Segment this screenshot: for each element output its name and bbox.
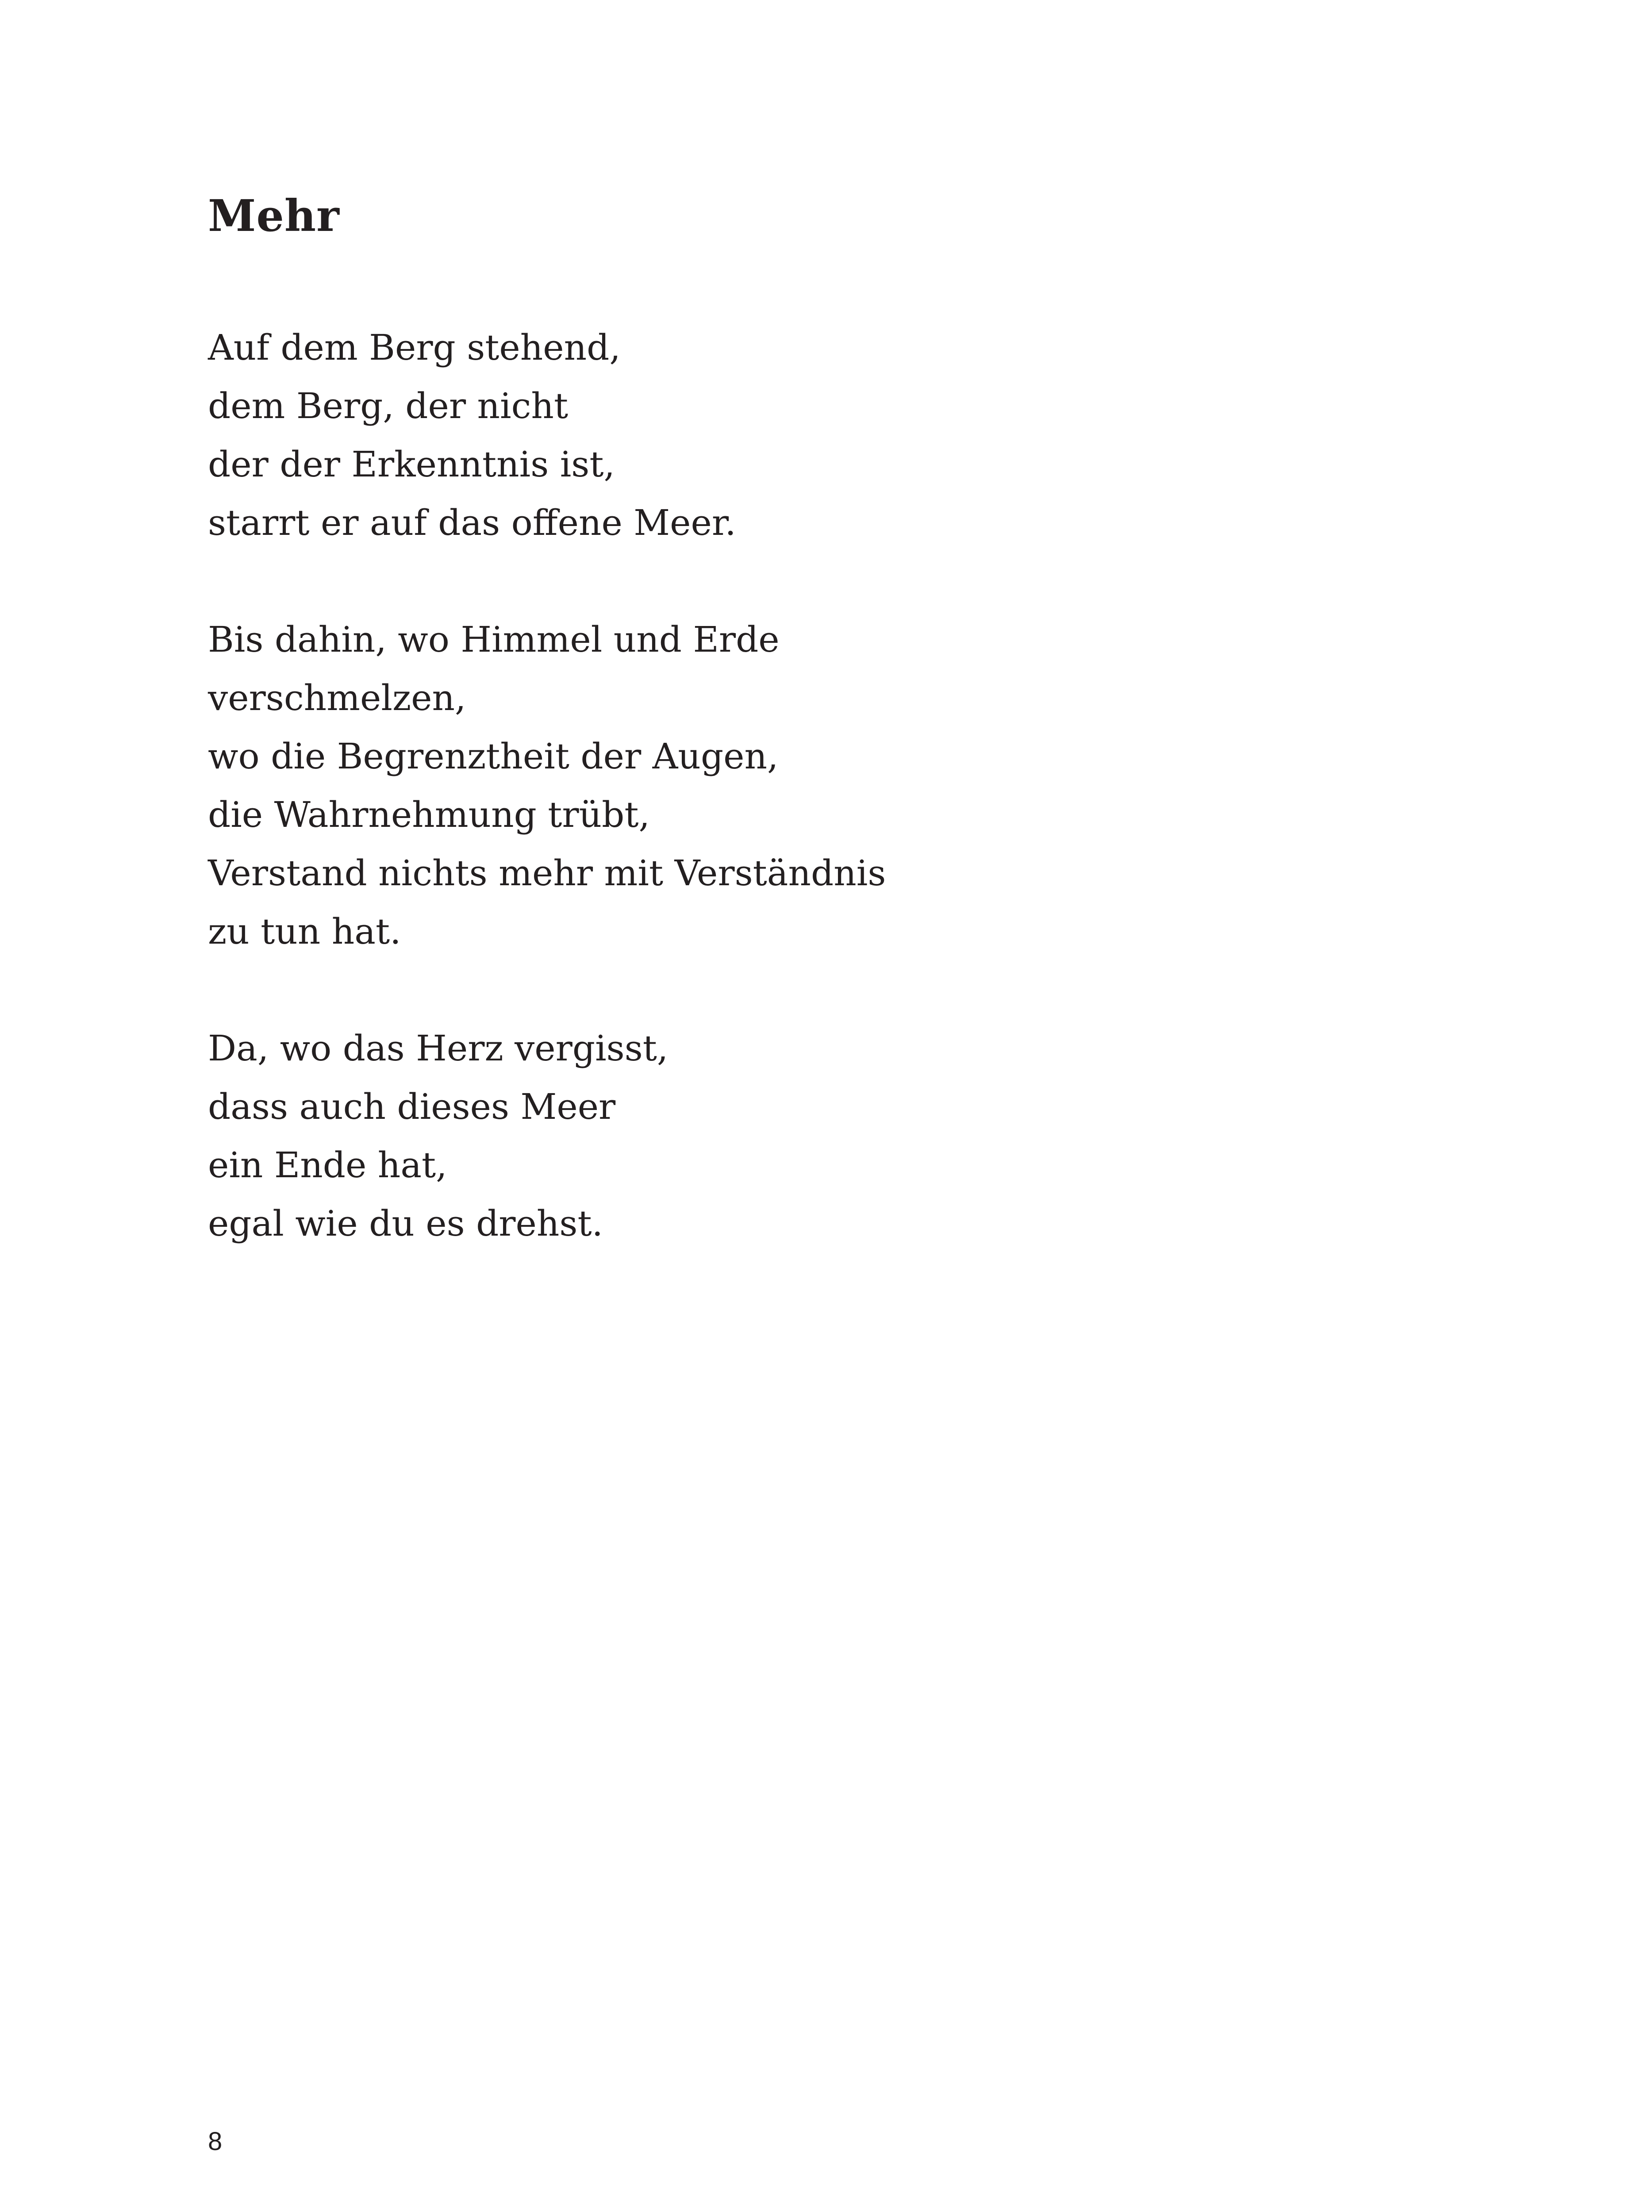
stanza — [208, 1019, 1535, 1253]
poem-body — [208, 319, 1535, 1311]
poem-line: Verstand nichts mehr mit Verständnis — [208, 853, 886, 894]
poem-line: der der Erkenntnis ist, — [208, 444, 615, 485]
stanza — [208, 319, 1535, 552]
poem-title: Mehr — [208, 191, 340, 242]
poem-line: egal wie du es drehst. — [208, 1203, 603, 1244]
page-number: 8 — [208, 2127, 223, 2156]
poem-line: wo die Begrenztheit der Augen, — [208, 736, 779, 777]
poem-line: die Wahrnehmung trübt, — [208, 794, 650, 835]
poem-line: dass auch dieses Meer — [208, 1086, 616, 1127]
poem-line: Auf dem Berg stehend, — [208, 327, 621, 368]
poem-line: Bis dahin, wo Himmel und Erde — [208, 619, 780, 660]
poem-line: dem Berg, der nicht — [208, 385, 569, 426]
poem-line: starrt er auf das offene Meer. — [208, 502, 736, 543]
poem-line: Da, wo das Herz vergisst, — [208, 1028, 668, 1069]
poem-line: zu tun hat. — [208, 911, 401, 952]
poem-line: ein Ende hat, — [208, 1144, 447, 1186]
stanza — [208, 611, 1535, 961]
poem-line: verschmelzen, — [208, 677, 466, 718]
